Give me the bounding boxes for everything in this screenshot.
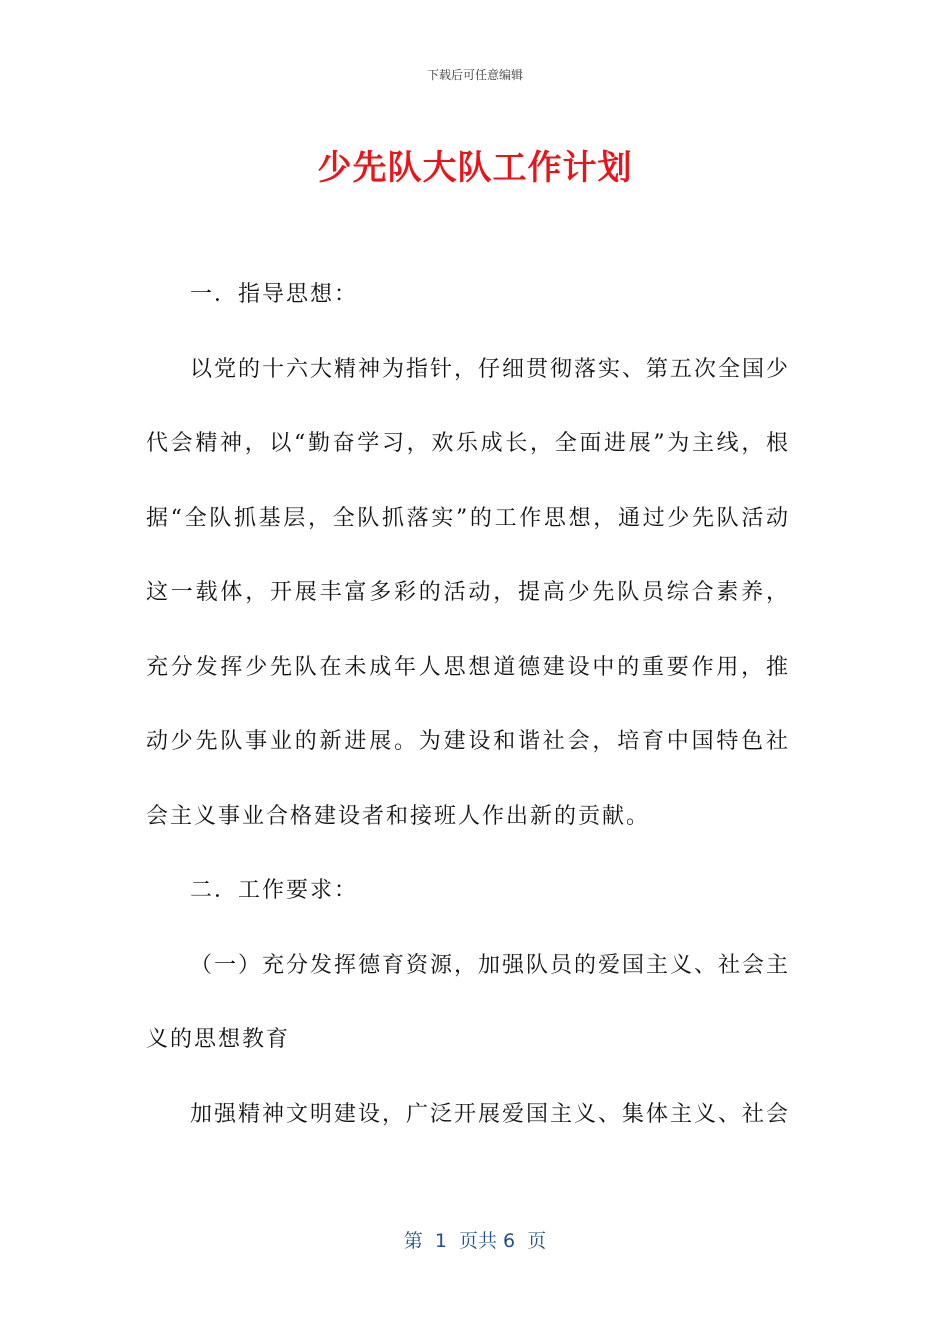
header-note: 下载后可任意编辑 xyxy=(426,68,523,82)
section-heading-work-requirements: 二．工作要求： xyxy=(190,878,359,903)
paragraph-moral-education: 加强精神文明建设，广泛开展爱国主义、集体主义、社会 xyxy=(190,1101,791,1127)
paragraph-guiding-ideology: 以党的十六大精神为指针，仔细贯彻落实、第五次全国少代会精神，以“勤奋学习，欢乐成长，全面进展”为主线，根据“全队抓基层，全队抓落实”的工作思想，通过少先队活动这一载体，开展丰富多彩的活动，提高少先队员综合素养，充分发挥少先队在未成年人思想道德建设中的重要作用，推动少先队事业的新进展。为建设和谐社会，培育中国特色社会主义事业合格建设者和接班人作出新的贡献。 xyxy=(146,356,791,829)
document-title: 少先队大队工作计划 xyxy=(317,148,633,188)
section-heading-guiding-ideology: 一．指导思想： xyxy=(190,282,359,307)
document-body xyxy=(146,258,790,1152)
subsection-heading-moral-education: （一）充分发挥德育资源，加强队员的爱国主义、社会主义的思想教育 xyxy=(146,952,791,1052)
page-number-footer: 第 1 页共 6 页 xyxy=(403,1230,547,1252)
